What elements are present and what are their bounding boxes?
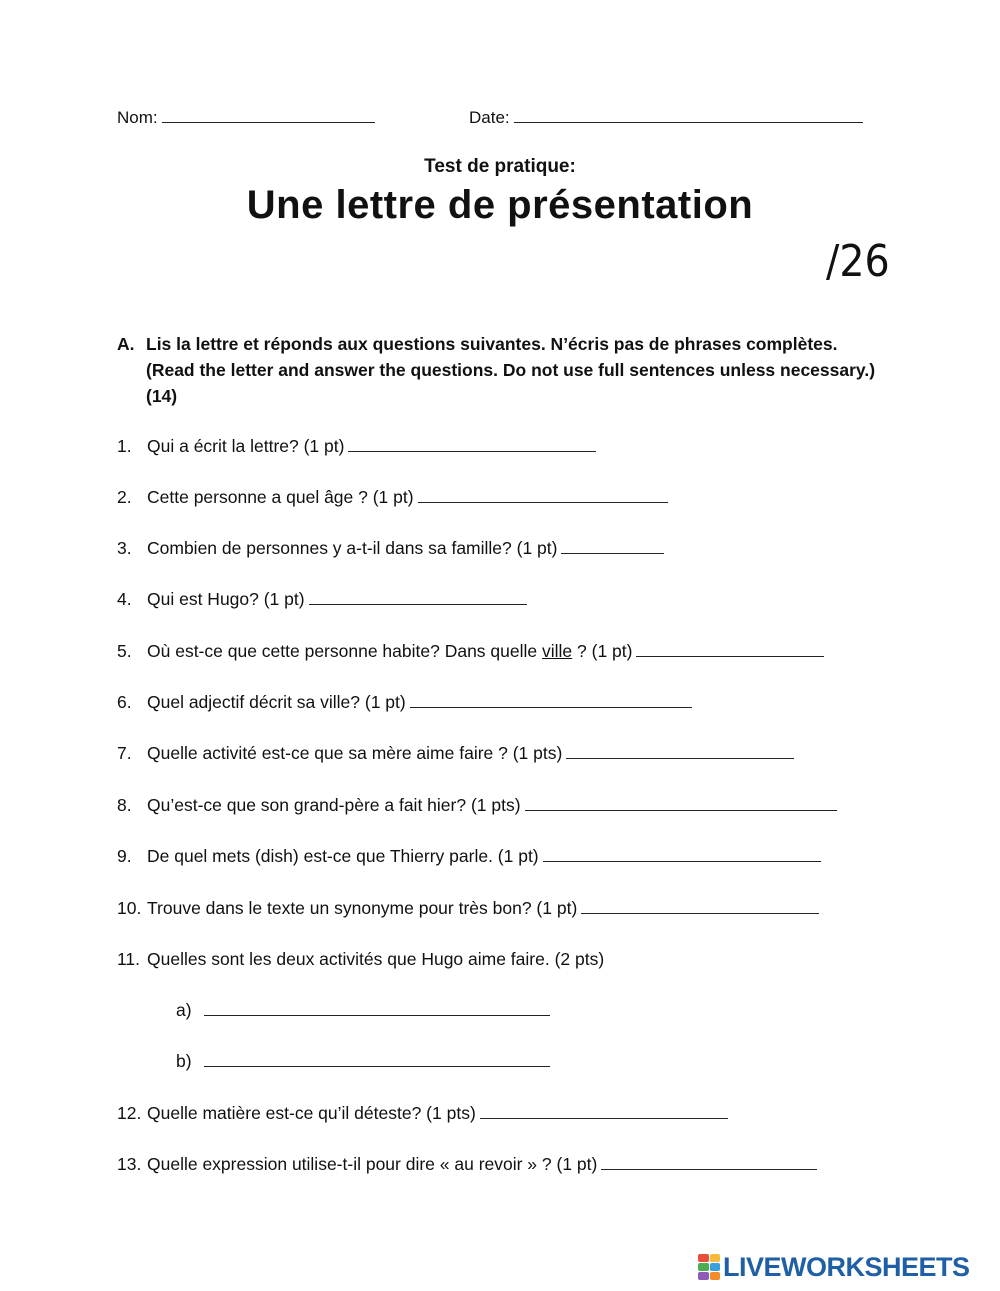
question-1: 1. Qui a écrit la lettre? (1 pt) <box>117 436 596 457</box>
answer-blank[interactable] <box>418 487 668 503</box>
question-text: Quelle matière est-ce qu’il déteste? (1 pts) <box>147 1103 476 1123</box>
sub-item-a: a) <box>176 1000 550 1021</box>
question-10: 10. Trouve dans le texte un synonyme pour très bon? (1 pt) <box>117 898 819 919</box>
question-text: Quel adjectif décrit sa ville? (1 pt) <box>147 692 406 712</box>
answer-blank[interactable] <box>525 795 837 811</box>
question-text: Quelle expression utilise-t-il pour dire « au revoir » ? (1 pt) <box>147 1154 598 1174</box>
date-blank[interactable] <box>514 107 863 123</box>
underlined-word: ville <box>542 641 573 661</box>
brand-text: LIVEWORKSHEETS <box>723 1251 970 1282</box>
question-4: 4. Qui est Hugo? (1 pt) <box>117 589 527 610</box>
date-field <box>469 107 863 128</box>
name-label: Nom: <box>117 108 158 127</box>
question-5: 5. Où est-ce que cette personne habite? Dans quelle ville ? (1 pt) <box>117 641 824 662</box>
name-blank[interactable] <box>162 107 375 123</box>
answer-blank[interactable] <box>543 846 821 862</box>
score-total: /26 <box>826 236 890 287</box>
answer-blank[interactable] <box>601 1154 817 1170</box>
subtitle: Test de pratique: <box>424 156 576 177</box>
question-7: 7. Quelle activité est-ce que sa mère aime faire ? (1 pts) <box>117 743 794 764</box>
answer-blank[interactable] <box>561 538 664 554</box>
question-6: 6. Quel adjectif décrit sa ville? (1 pt) <box>117 692 692 713</box>
answer-blank[interactable] <box>636 641 824 657</box>
answer-blank[interactable] <box>581 898 819 914</box>
question-text: Trouve dans le texte un synonyme pour très bon? (1 pt) <box>147 898 578 918</box>
question-2: 2. Cette personne a quel âge ? (1 pt) <box>117 487 668 508</box>
question-text: Combien de personnes y a-t-il dans sa famille? (1 pt) <box>147 538 558 558</box>
date-label: Date: <box>469 108 510 127</box>
answer-blank[interactable] <box>566 743 794 759</box>
question-text: Où est-ce que cette personne habite? Dans quelle <box>147 641 538 661</box>
name-field <box>117 107 375 128</box>
question-text: Qu’est-ce que son grand-père a fait hier? (1 pts) <box>147 795 521 815</box>
answer-blank[interactable] <box>204 1051 550 1067</box>
question-9: 9. De quel mets (dish) est-ce que Thierry parle. (1 pt) <box>117 846 821 867</box>
answer-blank[interactable] <box>348 436 596 452</box>
question-text: Quelles sont les deux activités que Hugo aime faire. (2 pts) <box>147 949 605 969</box>
section-a-text: Lis la lettre et réponds aux questions suivantes. N’écris pas de phrases complètes. (Read the letter and answer the questions. Do not use full sentences unless necessary.) (14) <box>146 334 876 406</box>
answer-blank[interactable] <box>309 589 527 605</box>
brand-icon <box>698 1254 720 1280</box>
question-8: 8. Qu’est-ce que son grand-père a fait hier? (1 pts) <box>117 795 837 816</box>
question-11: 11. Quelles sont les deux activités que Hugo aime faire. (2 pts) <box>117 949 605 969</box>
question-text: Cette personne a quel âge ? (1 pt) <box>147 487 414 507</box>
question-12: 12. Quelle matière est-ce qu’il déteste? (1 pts) <box>117 1103 728 1124</box>
question-text: Qui a écrit la lettre? (1 pt) <box>147 436 345 456</box>
question-13: 13. Quelle expression utilise-t-il pour dire « au revoir » ? (1 pt) <box>117 1154 817 1175</box>
question-text: Qui est Hugo? (1 pt) <box>147 589 305 609</box>
answer-blank[interactable] <box>410 692 692 708</box>
answer-blank[interactable] <box>204 1000 550 1016</box>
question-text: De quel mets (dish) est-ce que Thierry parle. (1 pt) <box>147 846 539 866</box>
section-a-instructions <box>117 331 877 409</box>
question-3: 3. Combien de personnes y a-t-il dans sa famille? (1 pt) <box>117 538 664 559</box>
liveworksheets-logo <box>698 1252 970 1282</box>
page-title: Une lettre de présentation <box>246 183 754 227</box>
answer-blank[interactable] <box>480 1103 728 1119</box>
sub-item-b: b) <box>176 1051 550 1072</box>
question-text: Quelle activité est-ce que sa mère aime faire ? (1 pts) <box>147 743 563 763</box>
section-a-label: A. <box>117 334 135 354</box>
